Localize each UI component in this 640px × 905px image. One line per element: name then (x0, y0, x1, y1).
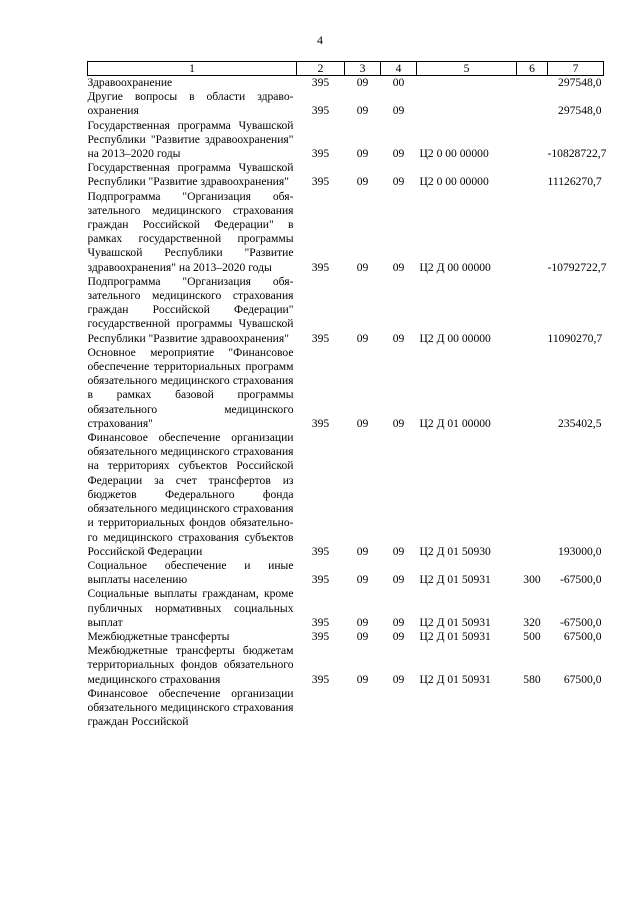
row-section: 09 (356, 175, 369, 189)
table-row (88, 431, 604, 559)
row-code-admin: 395 (311, 260, 330, 274)
row-expense-type (517, 76, 548, 91)
row-code-admin: 395 (311, 331, 330, 345)
row-section: 09 (356, 573, 369, 587)
row-subsection: 09 (392, 672, 405, 686)
row-target-item (417, 90, 517, 118)
row-code-admin: 395 (311, 672, 330, 686)
table-row (88, 644, 604, 687)
row-section: 09 (356, 672, 369, 686)
row-expense-type: 500 (523, 629, 541, 643)
row-section: 09 (356, 104, 369, 118)
row-expense-type (517, 161, 548, 189)
row-code-admin: 395 (311, 544, 330, 558)
row-amount: 297548,0 (558, 76, 602, 89)
row-subsection: 00 (392, 76, 405, 89)
row-subsection: 09 (392, 416, 405, 430)
row-section: 09 (356, 147, 369, 161)
table-row (88, 119, 604, 162)
row-code-admin: 395 (311, 104, 330, 118)
row-amount: -10792722,7 (547, 260, 607, 274)
row-name: Здравоохранение (87, 76, 173, 89)
row-expense-type (517, 275, 548, 346)
row-name: Подпрограмма "Организация обязательного медицинского страхования граждан Российской Федерации" в рамках государственной программы Чувашской Республики "Развитие здравоохранения" на 2013–2020 годы (87, 189, 294, 274)
table-body (87, 76, 607, 730)
row-expense-type: 320 (523, 615, 541, 629)
header-cell: 6 (517, 62, 548, 76)
row-target-item: Ц2 Д 01 50931 (419, 672, 491, 686)
table-row (88, 687, 604, 730)
table-row (88, 346, 604, 431)
row-name: Финансовое обеспечение организации обязательного медицинского страхования граждан Российской (87, 686, 294, 729)
row-target-item: Ц2 0 00 00000 (419, 175, 489, 189)
row-expense-type (517, 346, 548, 431)
header-cell: 7 (548, 62, 604, 76)
row-subsection: 09 (392, 573, 405, 587)
table-row (88, 190, 604, 275)
row-code-admin (297, 687, 345, 730)
row-target-item: Ц2 Д 01 50931 (419, 615, 491, 629)
row-subsection (381, 687, 417, 730)
row-target-item: Ц2 Д 01 50930 (419, 544, 491, 558)
header-cell: 2 (297, 62, 345, 76)
table-row (88, 630, 604, 644)
row-amount: 193000,0 (558, 544, 602, 558)
row-subsection: 09 (392, 615, 405, 629)
row-amount: 11090270,7 (547, 331, 603, 345)
row-amount: 11126270,7 (547, 175, 602, 189)
table-row (88, 559, 604, 587)
row-target-item: Ц2 Д 01 50931 (419, 629, 491, 643)
row-subsection: 09 (392, 104, 405, 118)
row-name: Государственная программа Чувашской Республики "Развитие здравоохранения" (87, 161, 294, 189)
row-name: Государственная программа Чувашской Республики "Развитие здравоохранения" на 2013–2020 годы (87, 118, 294, 161)
row-amount: 67500,0 (563, 629, 602, 643)
row-name: Межбюджетные трансферты бюджетам территориальных фондов обязательного медицинского страхования (87, 644, 294, 686)
row-name: Социальные выплаты гражданам, кроме публичных нормативных социальных выплат (87, 587, 294, 629)
row-amount (548, 687, 604, 730)
row-section: 09 (356, 629, 369, 643)
row-section: 09 (356, 615, 369, 629)
header-cell: 1 (88, 62, 297, 76)
row-section (345, 687, 381, 730)
row-code-admin: 395 (311, 629, 330, 643)
table-row (88, 587, 604, 630)
row-expense-type (517, 90, 548, 118)
row-expense-type (517, 119, 548, 162)
row-section: 09 (356, 76, 369, 89)
row-subsection: 09 (392, 544, 405, 558)
row-target-item: Ц2 Д 00 00000 (419, 331, 491, 345)
header-cell: 5 (417, 62, 517, 76)
row-subsection: 09 (392, 331, 405, 345)
row-section: 09 (356, 544, 369, 558)
row-target-item (417, 687, 517, 730)
row-amount: 235402,5 (558, 416, 602, 430)
row-subsection: 09 (392, 260, 405, 274)
table-row (88, 275, 604, 346)
row-name: Межбюджетные трансферты (87, 629, 230, 643)
row-name: Финансовое обеспечение организации обязательного медицинского страхования на территориях субъектов Российской Федерации за счет трансфертов из бюджетов Федерального фонда обязательного медицинского страхования и территориальных фондов обязательного медицинского страхования субъектов Российской Федерации (87, 431, 294, 558)
table-row (88, 161, 604, 189)
table-row (88, 90, 604, 118)
row-code-admin: 395 (311, 573, 330, 587)
row-expense-type (517, 687, 548, 730)
row-subsection: 09 (392, 629, 405, 643)
row-section: 09 (356, 416, 369, 430)
row-code-admin: 395 (311, 175, 330, 189)
row-code-admin: 395 (311, 615, 330, 629)
header-cell: 3 (345, 62, 381, 76)
header-cell: 4 (381, 62, 417, 76)
row-target-item: Ц2 0 00 00000 (419, 147, 489, 161)
row-subsection: 09 (392, 147, 405, 161)
row-name: Социальное обеспечение и иные выплаты населению (87, 558, 294, 587)
row-subsection: 09 (392, 175, 405, 189)
table-row (88, 76, 604, 91)
row-code-admin: 395 (311, 76, 330, 89)
budget-table (87, 61, 607, 729)
row-target-item: Ц2 Д 00 00000 (419, 260, 491, 274)
row-amount: -67500,0 (559, 573, 602, 587)
row-code-admin: 395 (311, 416, 330, 430)
row-target-item (417, 76, 517, 91)
row-code-admin: 395 (311, 147, 330, 161)
table-header (88, 62, 604, 76)
row-amount: 67500,0 (563, 672, 602, 686)
row-name: Подпрограмма "Организация обязательного медицинского страхования граждан Российской Федерации" государственной программы Чувашской Республики "Развитие здравоохранения" (87, 274, 294, 345)
row-expense-type (517, 190, 548, 275)
row-target-item: Ц2 Д 01 50931 (419, 573, 491, 587)
row-name: Основное мероприятие "Финансовое обеспечение территориальных программ обязательного медицинского страхования в рамках базовой программы обязательного медицинского страхования" (87, 345, 294, 430)
row-amount: -67500,0 (559, 615, 602, 629)
row-expense-type: 300 (523, 573, 541, 587)
row-expense-type (517, 431, 548, 559)
row-amount: 297548,0 (558, 104, 602, 118)
row-section: 09 (356, 260, 369, 274)
row-amount: -10828722,7 (547, 147, 607, 161)
row-target-item: Ц2 Д 01 00000 (419, 416, 491, 430)
row-section: 09 (356, 331, 369, 345)
row-name: Другие вопросы в области здравоохранения (87, 90, 294, 118)
page-number: 4 (317, 33, 323, 47)
row-expense-type: 580 (523, 672, 541, 686)
